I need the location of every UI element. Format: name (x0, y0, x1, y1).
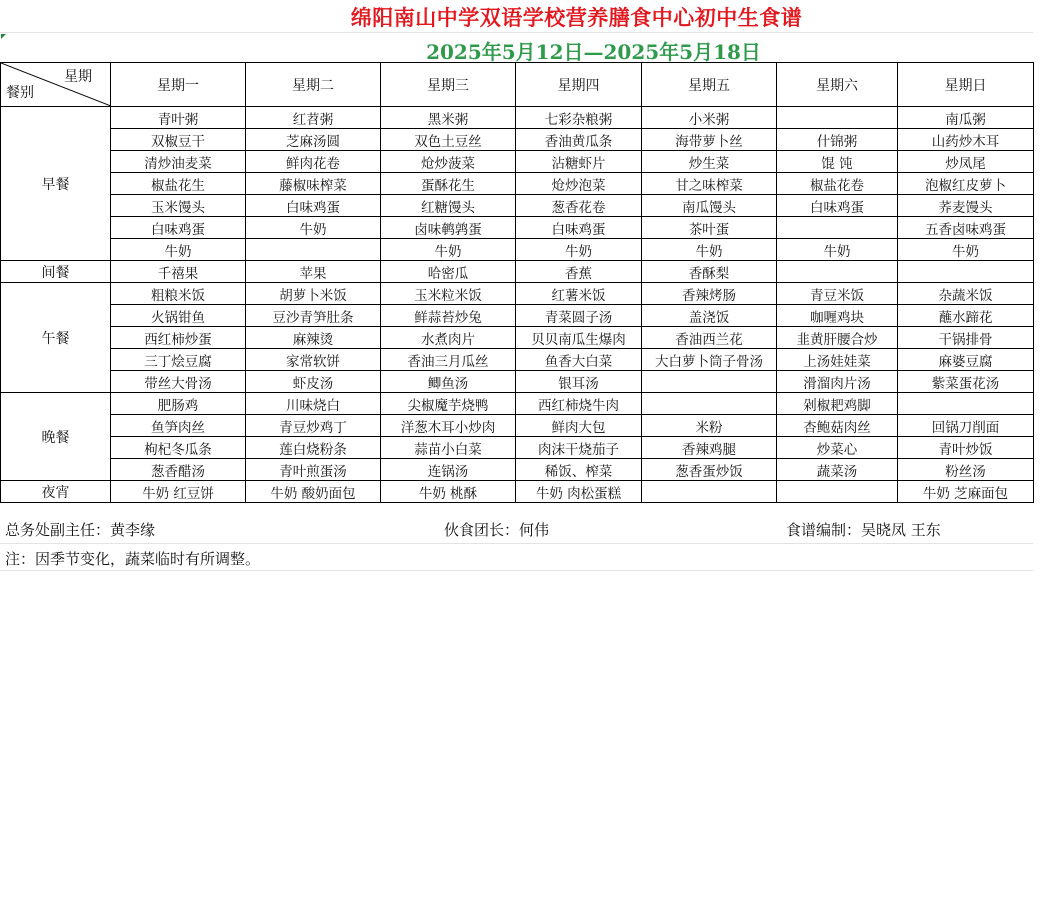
menu-cell: 三丁烩豆腐 (111, 349, 246, 371)
menu-cell: 川味烧白 (246, 393, 381, 415)
menu-cell: 尖椒魔芋烧鸭 (381, 393, 516, 415)
divider (0, 570, 1033, 571)
page-title: 绵阳南山中学双语学校营养膳食中心初中生食谱 (350, 6, 803, 30)
table-row (1, 305, 1034, 327)
menu-cell (642, 371, 777, 393)
menu-cell: 胡萝卜米饭 (246, 283, 381, 305)
table-row (1, 217, 1034, 239)
menu-cell (777, 481, 898, 503)
corner-day-label: 星期 (64, 69, 92, 85)
menu-cell: 红苕粥 (246, 107, 381, 129)
table-row (1, 459, 1034, 481)
table-row (1, 415, 1034, 437)
menu-cell: 青叶炒饭 (898, 437, 1034, 459)
menu-cell: 甘之味榨菜 (642, 173, 777, 195)
menu-cell: 双色土豆丝 (381, 129, 516, 151)
menu-cell: 葱香花卷 (516, 195, 642, 217)
menu-cell: 粗粮米饭 (111, 283, 246, 305)
menu-cell: 白味鸡蛋 (246, 195, 381, 217)
menu-cell: 枸杞冬瓜条 (111, 437, 246, 459)
menu-cell: 咖喱鸡块 (777, 305, 898, 327)
table-row (1, 349, 1034, 371)
menu-cell (898, 261, 1034, 283)
menu-cell: 牛奶 (642, 239, 777, 261)
menu-cell: 炝炒菠菜 (381, 151, 516, 173)
meal-label: 早餐 (1, 107, 111, 261)
meal-label: 午餐 (1, 283, 111, 393)
menu-cell: 火锅钳鱼 (111, 305, 246, 327)
table-row (1, 151, 1034, 173)
menu-cell: 米粉 (642, 415, 777, 437)
menu-cell: 香油黄瓜条 (516, 129, 642, 151)
menu-cell: 剁椒耙鸡脚 (777, 393, 898, 415)
menu-cell: 杏鲍菇肉丝 (777, 415, 898, 437)
corner-meal-label: 餐别 (6, 85, 34, 101)
menu-cell: 蛋酥花生 (381, 173, 516, 195)
menu-cell: 炝炒泡菜 (516, 173, 642, 195)
menu-cell: 肥肠鸡 (111, 393, 246, 415)
meal-label: 间餐 (1, 261, 111, 283)
menu-cell: 青豆米饭 (777, 283, 898, 305)
menu-cell: 白味鸡蛋 (111, 217, 246, 239)
menu-cell: 白味鸡蛋 (777, 195, 898, 217)
table-row (1, 393, 1034, 415)
menu-cell: 牛奶 桃酥 (381, 481, 516, 503)
table-row (1, 283, 1034, 305)
menu-cell: 西红柿烧牛肉 (516, 393, 642, 415)
menu-cell: 馄 饨 (777, 151, 898, 173)
menu-cell: 七彩杂粮粥 (516, 107, 642, 129)
date-range: 2025年5月12日—2025年5月18日 (426, 40, 761, 64)
menu-cell: 玉米粒米饭 (381, 283, 516, 305)
menu-cell: 上汤娃娃菜 (777, 349, 898, 371)
menu-cell: 茶叶蛋 (642, 217, 777, 239)
day-header: 星期日 (898, 63, 1034, 107)
menu-cell: 白味鸡蛋 (516, 217, 642, 239)
menu-cell: 沾糖虾片 (516, 151, 642, 173)
menu-cell: 荞麦馒头 (898, 195, 1034, 217)
table-row (1, 239, 1034, 261)
menu-cell: 苹果 (246, 261, 381, 283)
menu-cell: 泡椒红皮萝卜 (898, 173, 1034, 195)
menu-cell: 香辣鸡腿 (642, 437, 777, 459)
menu-cell: 小米粥 (642, 107, 777, 129)
menu-compiler: 食谱编制：吴晓凤 王东 (786, 521, 941, 539)
menu-cell: 鱼笋肉丝 (111, 415, 246, 437)
menu-cell: 千禧果 (111, 261, 246, 283)
deputy-director: 总务处副主任：黄李缘 (5, 521, 156, 539)
meal-label: 晚餐 (1, 393, 111, 481)
adjustment-note: 注：因季节变化，蔬菜临时有所调整。 (5, 550, 261, 568)
table-row (1, 195, 1034, 217)
menu-cell: 牛奶 红豆饼 (111, 481, 246, 503)
menu-cell: 椒盐花生 (111, 173, 246, 195)
menu-cell: 牛奶 (898, 239, 1034, 261)
date-row (0, 33, 1033, 62)
meal-label: 夜宵 (1, 481, 111, 503)
menu-cell: 红薯米饭 (516, 283, 642, 305)
table-row (1, 437, 1034, 459)
menu-cell: 鲫鱼汤 (381, 371, 516, 393)
menu-cell: 香蕉 (516, 261, 642, 283)
menu-cell: 青叶粥 (111, 107, 246, 129)
menu-cell: 紫菜蛋花汤 (898, 371, 1034, 393)
menu-cell (642, 393, 777, 415)
menu-cell: 回锅刀削面 (898, 415, 1034, 437)
menu-cell: 虾皮汤 (246, 371, 381, 393)
menu-cell: 家常软饼 (246, 349, 381, 371)
menu-cell: 鲜肉花卷 (246, 151, 381, 173)
menu-cell: 藤椒味榨菜 (246, 173, 381, 195)
menu-cell: 牛奶 (381, 239, 516, 261)
menu-cell: 牛奶 (246, 217, 381, 239)
menu-cell: 五香卤味鸡蛋 (898, 217, 1034, 239)
menu-cell: 哈密瓜 (381, 261, 516, 283)
menu-cell: 麻婆豆腐 (898, 349, 1034, 371)
menu-table (0, 62, 1034, 503)
menu-cell: 南瓜馒头 (642, 195, 777, 217)
menu-cell: 葱香醋汤 (111, 459, 246, 481)
menu-cell: 莲白烧粉条 (246, 437, 381, 459)
menu-cell: 银耳汤 (516, 371, 642, 393)
menu-cell: 贝贝南瓜生爆肉 (516, 327, 642, 349)
menu-cell (898, 393, 1034, 415)
day-header: 星期六 (777, 63, 898, 107)
canteen-head: 伙食团长：何伟 (444, 521, 550, 539)
menu-cell: 椒盐花卷 (777, 173, 898, 195)
menu-cell: 杂蔬米饭 (898, 283, 1034, 305)
menu-cell: 蔬菜汤 (777, 459, 898, 481)
day-header: 星期五 (642, 63, 777, 107)
menu-cell: 香辣烤肠 (642, 283, 777, 305)
menu-cell (777, 107, 898, 129)
menu-cell: 牛奶 芝麻面包 (898, 481, 1034, 503)
menu-cell: 炒生菜 (642, 151, 777, 173)
menu-cell (777, 217, 898, 239)
table-row (1, 107, 1034, 129)
menu-cell: 芝麻汤圆 (246, 129, 381, 151)
day-header: 星期一 (111, 63, 246, 107)
menu-cell: 香油西兰花 (642, 327, 777, 349)
menu-cell (246, 239, 381, 261)
menu-cell: 卤味鹌鹑蛋 (381, 217, 516, 239)
menu-cell (777, 261, 898, 283)
footer-signatures (0, 514, 1033, 544)
menu-cell (642, 481, 777, 503)
menu-cell: 稀饭、榨菜 (516, 459, 642, 481)
menu-cell: 牛奶 (111, 239, 246, 261)
menu-cell: 豆沙青笋肚条 (246, 305, 381, 327)
menu-cell: 大白萝卜筒子骨汤 (642, 349, 777, 371)
menu-cell: 青叶煎蛋汤 (246, 459, 381, 481)
menu-cell: 麻辣烫 (246, 327, 381, 349)
menu-cell: 炒凤尾 (898, 151, 1034, 173)
menu-cell: 青菜圆子汤 (516, 305, 642, 327)
day-header: 星期四 (516, 63, 642, 107)
table-row (1, 371, 1034, 393)
menu-cell: 鲜蒜苔炒兔 (381, 305, 516, 327)
corner-header (1, 63, 111, 107)
menu-cell: 牛奶 肉松蛋糕 (516, 481, 642, 503)
menu-cell: 什锦粥 (777, 129, 898, 151)
menu-cell: 香油三月瓜丝 (381, 349, 516, 371)
menu-cell: 青豆炒鸡丁 (246, 415, 381, 437)
menu-cell: 鲜肉大包 (516, 415, 642, 437)
title-row (0, 0, 1033, 33)
menu-cell: 滑溜肉片汤 (777, 371, 898, 393)
menu-cell: 干锅排骨 (898, 327, 1034, 349)
menu-cell: 牛奶 (777, 239, 898, 261)
table-row (1, 481, 1034, 503)
menu-cell: 肉沫干烧茄子 (516, 437, 642, 459)
menu-cell: 双椒豆干 (111, 129, 246, 151)
table-row (1, 261, 1034, 283)
menu-cell: 葱香蛋炒饭 (642, 459, 777, 481)
menu-cell: 南瓜粥 (898, 107, 1034, 129)
menu-cell: 黑米粥 (381, 107, 516, 129)
menu-cell: 粉丝汤 (898, 459, 1034, 481)
menu-cell: 盖浇饭 (642, 305, 777, 327)
menu-cell: 炒菜心 (777, 437, 898, 459)
menu-cell: 玉米馒头 (111, 195, 246, 217)
menu-cell: 香酥梨 (642, 261, 777, 283)
menu-cell: 洋葱木耳小炒肉 (381, 415, 516, 437)
day-header: 星期三 (381, 63, 516, 107)
menu-cell: 红糖馒头 (381, 195, 516, 217)
day-header: 星期二 (246, 63, 381, 107)
menu-cell: 水煮肉片 (381, 327, 516, 349)
menu-cell: 鱼香大白菜 (516, 349, 642, 371)
menu-cell: 连锅汤 (381, 459, 516, 481)
table-row (1, 327, 1034, 349)
menu-cell: 牛奶 (516, 239, 642, 261)
table-row (1, 129, 1034, 151)
menu-cell: 蒜苗小白菜 (381, 437, 516, 459)
menu-cell: 海带萝卜丝 (642, 129, 777, 151)
menu-cell: 韭黄肝腰合炒 (777, 327, 898, 349)
menu-cell: 西红柿炒蛋 (111, 327, 246, 349)
menu-cell: 山药炒木耳 (898, 129, 1034, 151)
menu-cell: 蘸水蹄花 (898, 305, 1034, 327)
menu-cell: 清炒油麦菜 (111, 151, 246, 173)
table-row (1, 173, 1034, 195)
menu-cell: 牛奶 酸奶面包 (246, 481, 381, 503)
menu-cell: 带丝大骨汤 (111, 371, 246, 393)
